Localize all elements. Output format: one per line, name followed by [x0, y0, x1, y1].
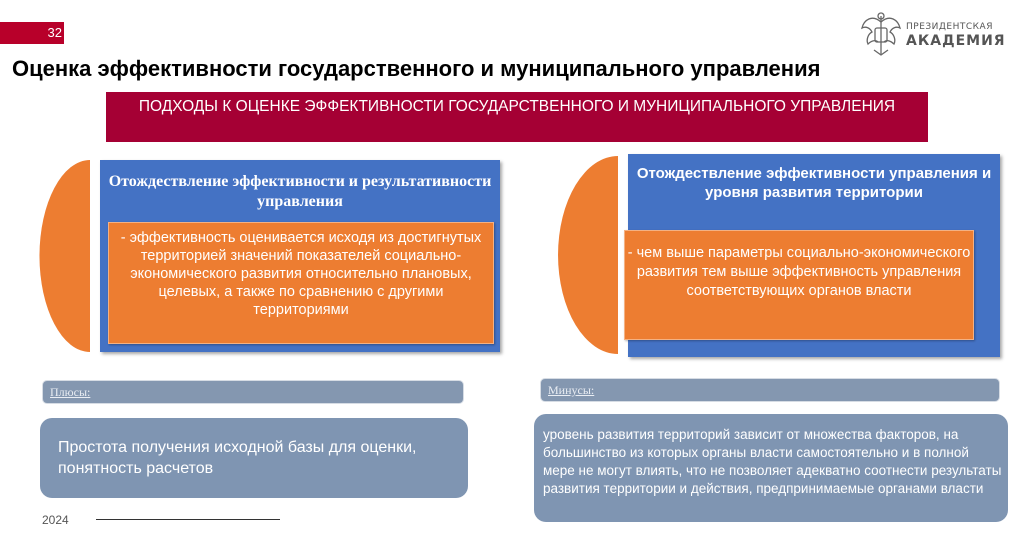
slide-number: 32	[0, 22, 64, 44]
cons-label-bar	[540, 378, 1000, 402]
academy-emblem-icon	[858, 10, 904, 58]
logo-line2: АКАДЕМИЯ	[906, 33, 1006, 49]
footer-divider	[96, 519, 280, 520]
right-approach-heading: Отождествление эффективности управления и уровня развития территории	[636, 165, 992, 201]
pros-label: Плюсы:	[50, 385, 91, 399]
logo-line1: ПРЕЗИДЕНТСКАЯ	[906, 22, 993, 32]
pros-text: Простота получения исходной базы для оценки, понятность расчетов	[40, 418, 468, 498]
pros-label-bar	[42, 380, 464, 404]
cons-label: Минусы:	[548, 383, 595, 397]
left-half-circle-shape	[0, 158, 104, 354]
logo-text	[906, 22, 1006, 49]
cons-text: уровень развития территорий зависит от множества факторов, на большинство из которых органы власти самостоятельно и в полной мере не могут влиять, что не позволяет адекватно соотнести результаты развития территории и действия, предпринимаемые органами власти	[534, 414, 1008, 522]
approaches-banner: ПОДХОДЫ К ОЦЕНКЕ ЭФФЕКТИВНОСТИ ГОСУДАРСТВЕННОГО И МУНИЦИПАЛЬНОГО УПРАВЛЕНИЯ	[106, 92, 928, 142]
right-approach-description: - чем выше параметры социально-экономического развития тем выше эффективность управления соответствующих органов власти	[624, 230, 974, 340]
right-half-circle-shape	[506, 154, 632, 356]
left-approach-heading: Отождествление эффективности и результативности управления	[108, 173, 492, 210]
page-title: Оценка эффективности государственного и муниципального управления	[12, 56, 821, 81]
footer-year: 2024	[42, 513, 69, 527]
left-approach-description: - эффективность оценивается исходя из достигнутых территорией значений показателей социально-экономического развития относительно плановых, целевых, а также по сравнению с другими территориями	[108, 222, 494, 344]
